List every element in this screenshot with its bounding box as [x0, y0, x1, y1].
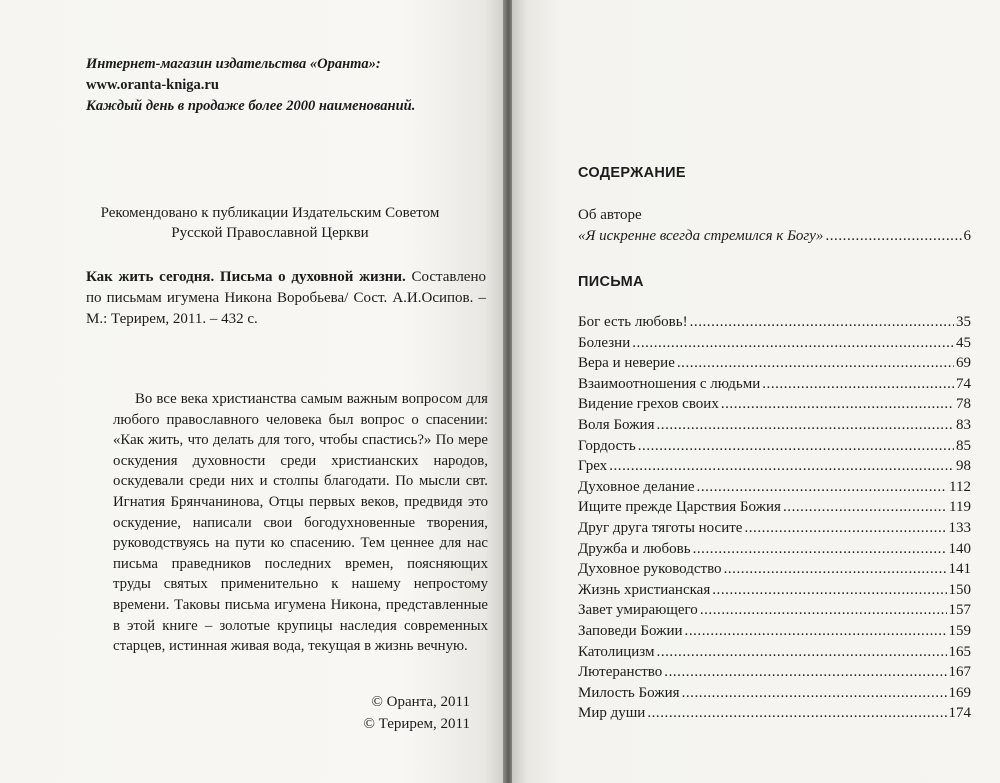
toc-title: Воля Божия [578, 416, 655, 433]
copyright-oranta: © Оранта, 2011 [371, 694, 470, 710]
toc-page: 133 [948, 519, 971, 536]
toc-page: 119 [949, 499, 971, 516]
bibliographic-entry [86, 267, 486, 330]
toc-page: 150 [948, 581, 971, 598]
toc-leader [724, 561, 947, 578]
toc-title: Бог есть любовь! [578, 314, 688, 330]
toc-leader [744, 520, 946, 537]
toc-leader [682, 685, 947, 702]
toc-row [578, 335, 971, 356]
toc-page: 35 [956, 314, 971, 330]
toc-title: Жизнь христианская [578, 581, 711, 598]
toc-page: 6 [963, 228, 971, 244]
toc-row [578, 499, 971, 520]
toc-leader [762, 376, 954, 393]
toc-page: 174 [948, 705, 971, 722]
bibliographic-details: Составлено по письмам игумена Никона Воробьева/ Сост. А.И.Осипов. – М.: Терирем, 2011. – 432 с. [86, 269, 486, 327]
toc-row [578, 438, 971, 459]
toc-row [578, 396, 971, 417]
toc-row [578, 520, 971, 541]
toc-leader [721, 396, 954, 413]
shop-line: Интернет-магазин издательства «Оранта»: [86, 56, 381, 72]
toc-title: Милость Божия [578, 684, 680, 701]
toc-page: 159 [948, 622, 971, 639]
toc-page: 169 [948, 684, 971, 701]
recommendation-line-1: Рекомендовано к публикации Издательским Советом [100, 205, 440, 221]
toc-title: Ищите прежде Царствия Божия [578, 499, 781, 516]
shop-assortment: Каждый день в продаже более 2000 наименований. [86, 98, 416, 114]
toc-leader [647, 705, 946, 722]
toc-leader [693, 541, 947, 558]
toc-leader [783, 499, 947, 516]
toc-title: Завет умирающего [578, 602, 698, 619]
toc-row [578, 541, 971, 562]
toc-page: 167 [948, 664, 971, 681]
toc-title: Вера и неверие [578, 355, 675, 372]
toc-row [578, 314, 971, 335]
toc-title: Гордость [578, 437, 636, 454]
toc-row [578, 582, 971, 603]
toc-title: Лютеранство [578, 664, 663, 681]
toc-title: Друг друга тяготы носите [578, 519, 743, 536]
toc-row [578, 602, 971, 623]
toc-page: 83 [956, 416, 971, 433]
contents-heading: СОДЕРЖАНИЕ [578, 165, 686, 181]
toc-leader [712, 582, 946, 599]
toc-row [578, 479, 971, 500]
toc-row [578, 228, 971, 249]
toc-title: Взаимоотношения с людьми [578, 375, 761, 392]
recommendation [60, 203, 480, 243]
recommendation-line-2: Русской Православной Церкви [171, 225, 369, 241]
toc-row [578, 705, 971, 726]
toc-title: Видение грехов своих [578, 396, 719, 413]
toc-page: 45 [956, 334, 971, 351]
toc-leader [697, 479, 948, 496]
toc-leader [825, 228, 961, 245]
toc-title: «Я искренне всегда стремился к Богу» [578, 228, 824, 244]
toc-page: 78 [956, 396, 971, 413]
toc-title: Католицизм [578, 643, 655, 660]
toc-page: 69 [956, 355, 971, 372]
abstract-text: Во все века христианства самым важным вопросом для любого православного человека был вопрос о спасении: «Как жить, что делать для того, чтобы спастись?» По мере оскудения духовности среди христианских народов, оскудевали среди них и столпы благодати. По мысли свт. Игнатия Брянчанинова, Отцы первых веков, предвидя это оскудение, написали свои богодухновенные творения, руководствуясь на пути ко спасению. Тем ценнее для нас письма праведников последних времен, поясняющих труды святых применительно к нашему непростому времени. Таковы письма игумена Никона, представленные в этой книге – золотые крупицы наследия современных старцев, истинная живая вода, текущая в жизнь вечную. [113, 391, 488, 655]
toc-page: 140 [948, 540, 971, 557]
toc-row [578, 644, 971, 665]
toc-page: 98 [956, 458, 971, 475]
toc-title: Духовное руководство [578, 561, 722, 578]
shop-url: www.oranta-kniga.ru [86, 77, 219, 93]
toc-leader [685, 623, 947, 640]
toc-title: Мир души [578, 705, 646, 722]
toc-row [578, 417, 971, 438]
book-title: Как жить сегодня. Письма о духовной жизни. [86, 269, 406, 285]
toc-row [578, 561, 971, 582]
letters-toc [578, 314, 971, 726]
about-author-entry [578, 228, 971, 249]
toc-page: 112 [949, 478, 971, 495]
toc-title: Дружба и любовь [578, 540, 691, 557]
toc-title: Грех [578, 458, 608, 475]
toc-row [578, 685, 971, 706]
toc-title: Духовное делание [578, 478, 695, 495]
toc-leader [700, 602, 947, 619]
toc-row [578, 458, 971, 479]
letters-heading: ПИСЬМА [578, 274, 644, 290]
toc-leader [632, 335, 954, 352]
copyright-terirem: © Терирем, 2011 [363, 716, 470, 732]
about-author-label: Об авторе [578, 207, 642, 223]
toc-page: 157 [948, 602, 971, 619]
toc-row [578, 355, 971, 376]
toc-leader [677, 355, 954, 372]
toc-page: 85 [956, 437, 971, 454]
toc-row [578, 376, 971, 397]
toc-leader [656, 417, 954, 434]
shop-info [86, 54, 486, 117]
right-page [512, 0, 1000, 783]
toc-title: Болезни [578, 334, 631, 351]
toc-row [578, 623, 971, 644]
toc-page: 74 [956, 375, 971, 392]
toc-leader [609, 458, 954, 475]
abstract [113, 389, 488, 657]
toc-leader [664, 664, 946, 681]
toc-page: 141 [948, 561, 971, 578]
toc-title: Заповеди Божии [578, 622, 683, 639]
toc-page: 165 [948, 643, 971, 660]
toc-leader [690, 314, 954, 331]
toc-leader [638, 438, 954, 455]
copyrights [300, 691, 470, 735]
toc-row [578, 664, 971, 685]
toc-leader [657, 644, 947, 661]
